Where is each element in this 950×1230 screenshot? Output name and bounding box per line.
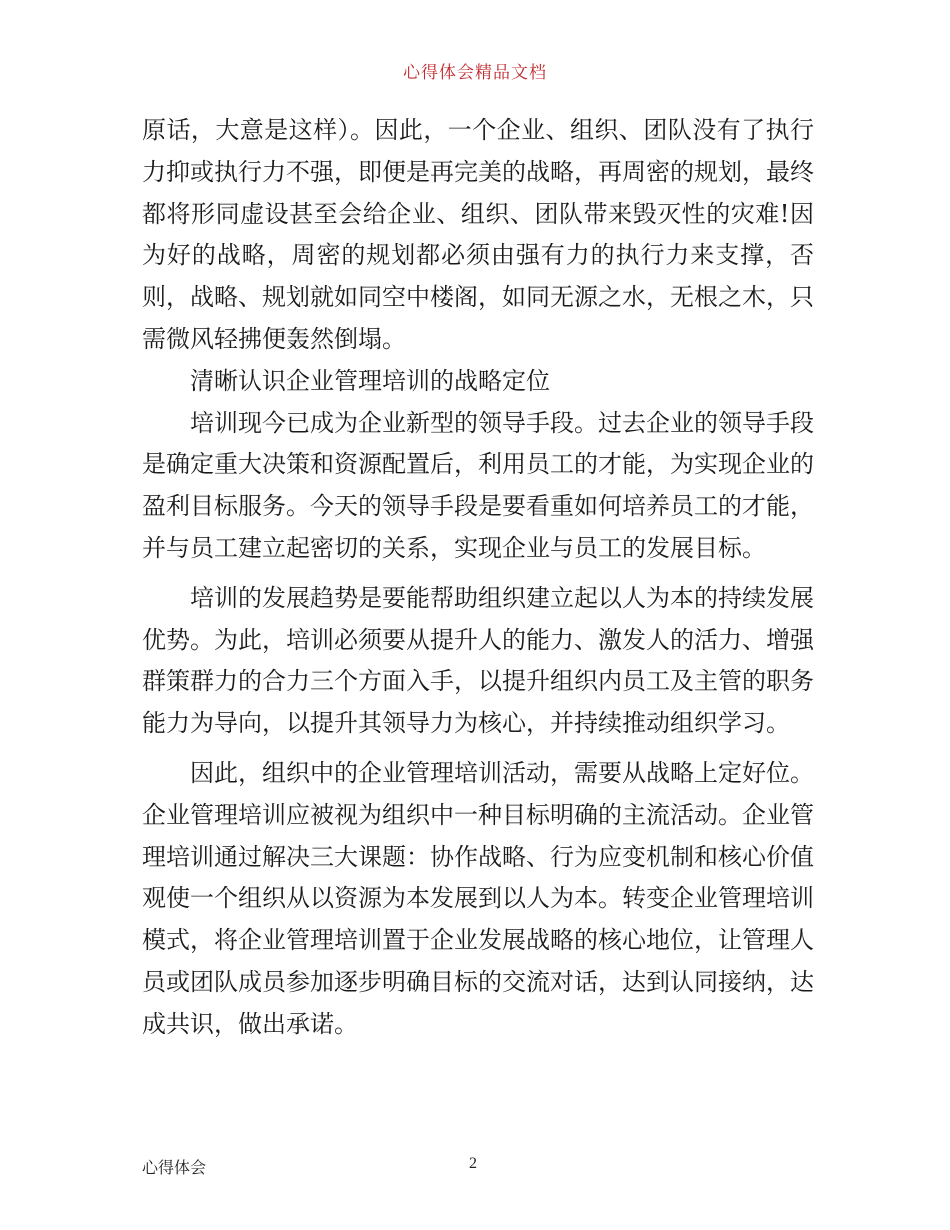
document-body [142,110,814,1046]
paragraph-strategic-positioning: 因此，组织中的企业管理培训活动，需要从战略上定好位。企业管理培训应被视为组织中一种目标明确的主流活动。企业管理培训通过解决三大课题：协作战略、行为应变机制和核心价值观使一个组织从以资源为本发展到以人为本。转变企业管理培训模式，将企业管理培训置于企业发展战略的核心地位，让管理人员或团队成员参加逐步明确目标的交流对话，达到认同接纳，达成共识，做出承诺。 [142,758,814,1038]
paragraph-training-trend: 培训的发展趋势是要能帮助组织建立起以人为本的持续发展优势。为此，培训必须要从提升人的能力、激发人的活力、增强群策群力的合力三个方面入手，以提升组织内员工及主管的职务能力为导向，以提升其领导力为核心，并持续推动组织学习。 [142,583,814,738]
paragraph-training-leadership: 培训现今已成为企业新型的领导手段。过去企业的领导手段是确定重大决策和资源配置后，利用员工的才能，为实现企业的盈利目标服务。今天的领导手段是要看重如何培养员工的才能，并与员工建立起密切的关系，实现企业与员工的发展目标。 [142,408,814,562]
footer-label: 心得体会 [142,1158,207,1177]
page-number: 2 [469,1155,477,1172]
section-heading: 清晰认识企业管理培训的战略定位 [190,366,550,395]
document-header-title: 心得体会精品文档 [403,63,547,83]
paragraph-continuation: 原话，大意是这样）。因此，一个企业、组织、团队没有了执行力抑或执行力不强，即便是再完美的战略，再周密的规划，最终都将形同虚设甚至会给企业、组织、团队带来毁灭性的灾难!因为好的战略，周密的规划都必须由强有力的执行力来支撑，否则，战略、规划就如同空中楼阁，如同无源之水，无根之木，只需微风轻拂便轰然倒塌。 [142,116,814,353]
